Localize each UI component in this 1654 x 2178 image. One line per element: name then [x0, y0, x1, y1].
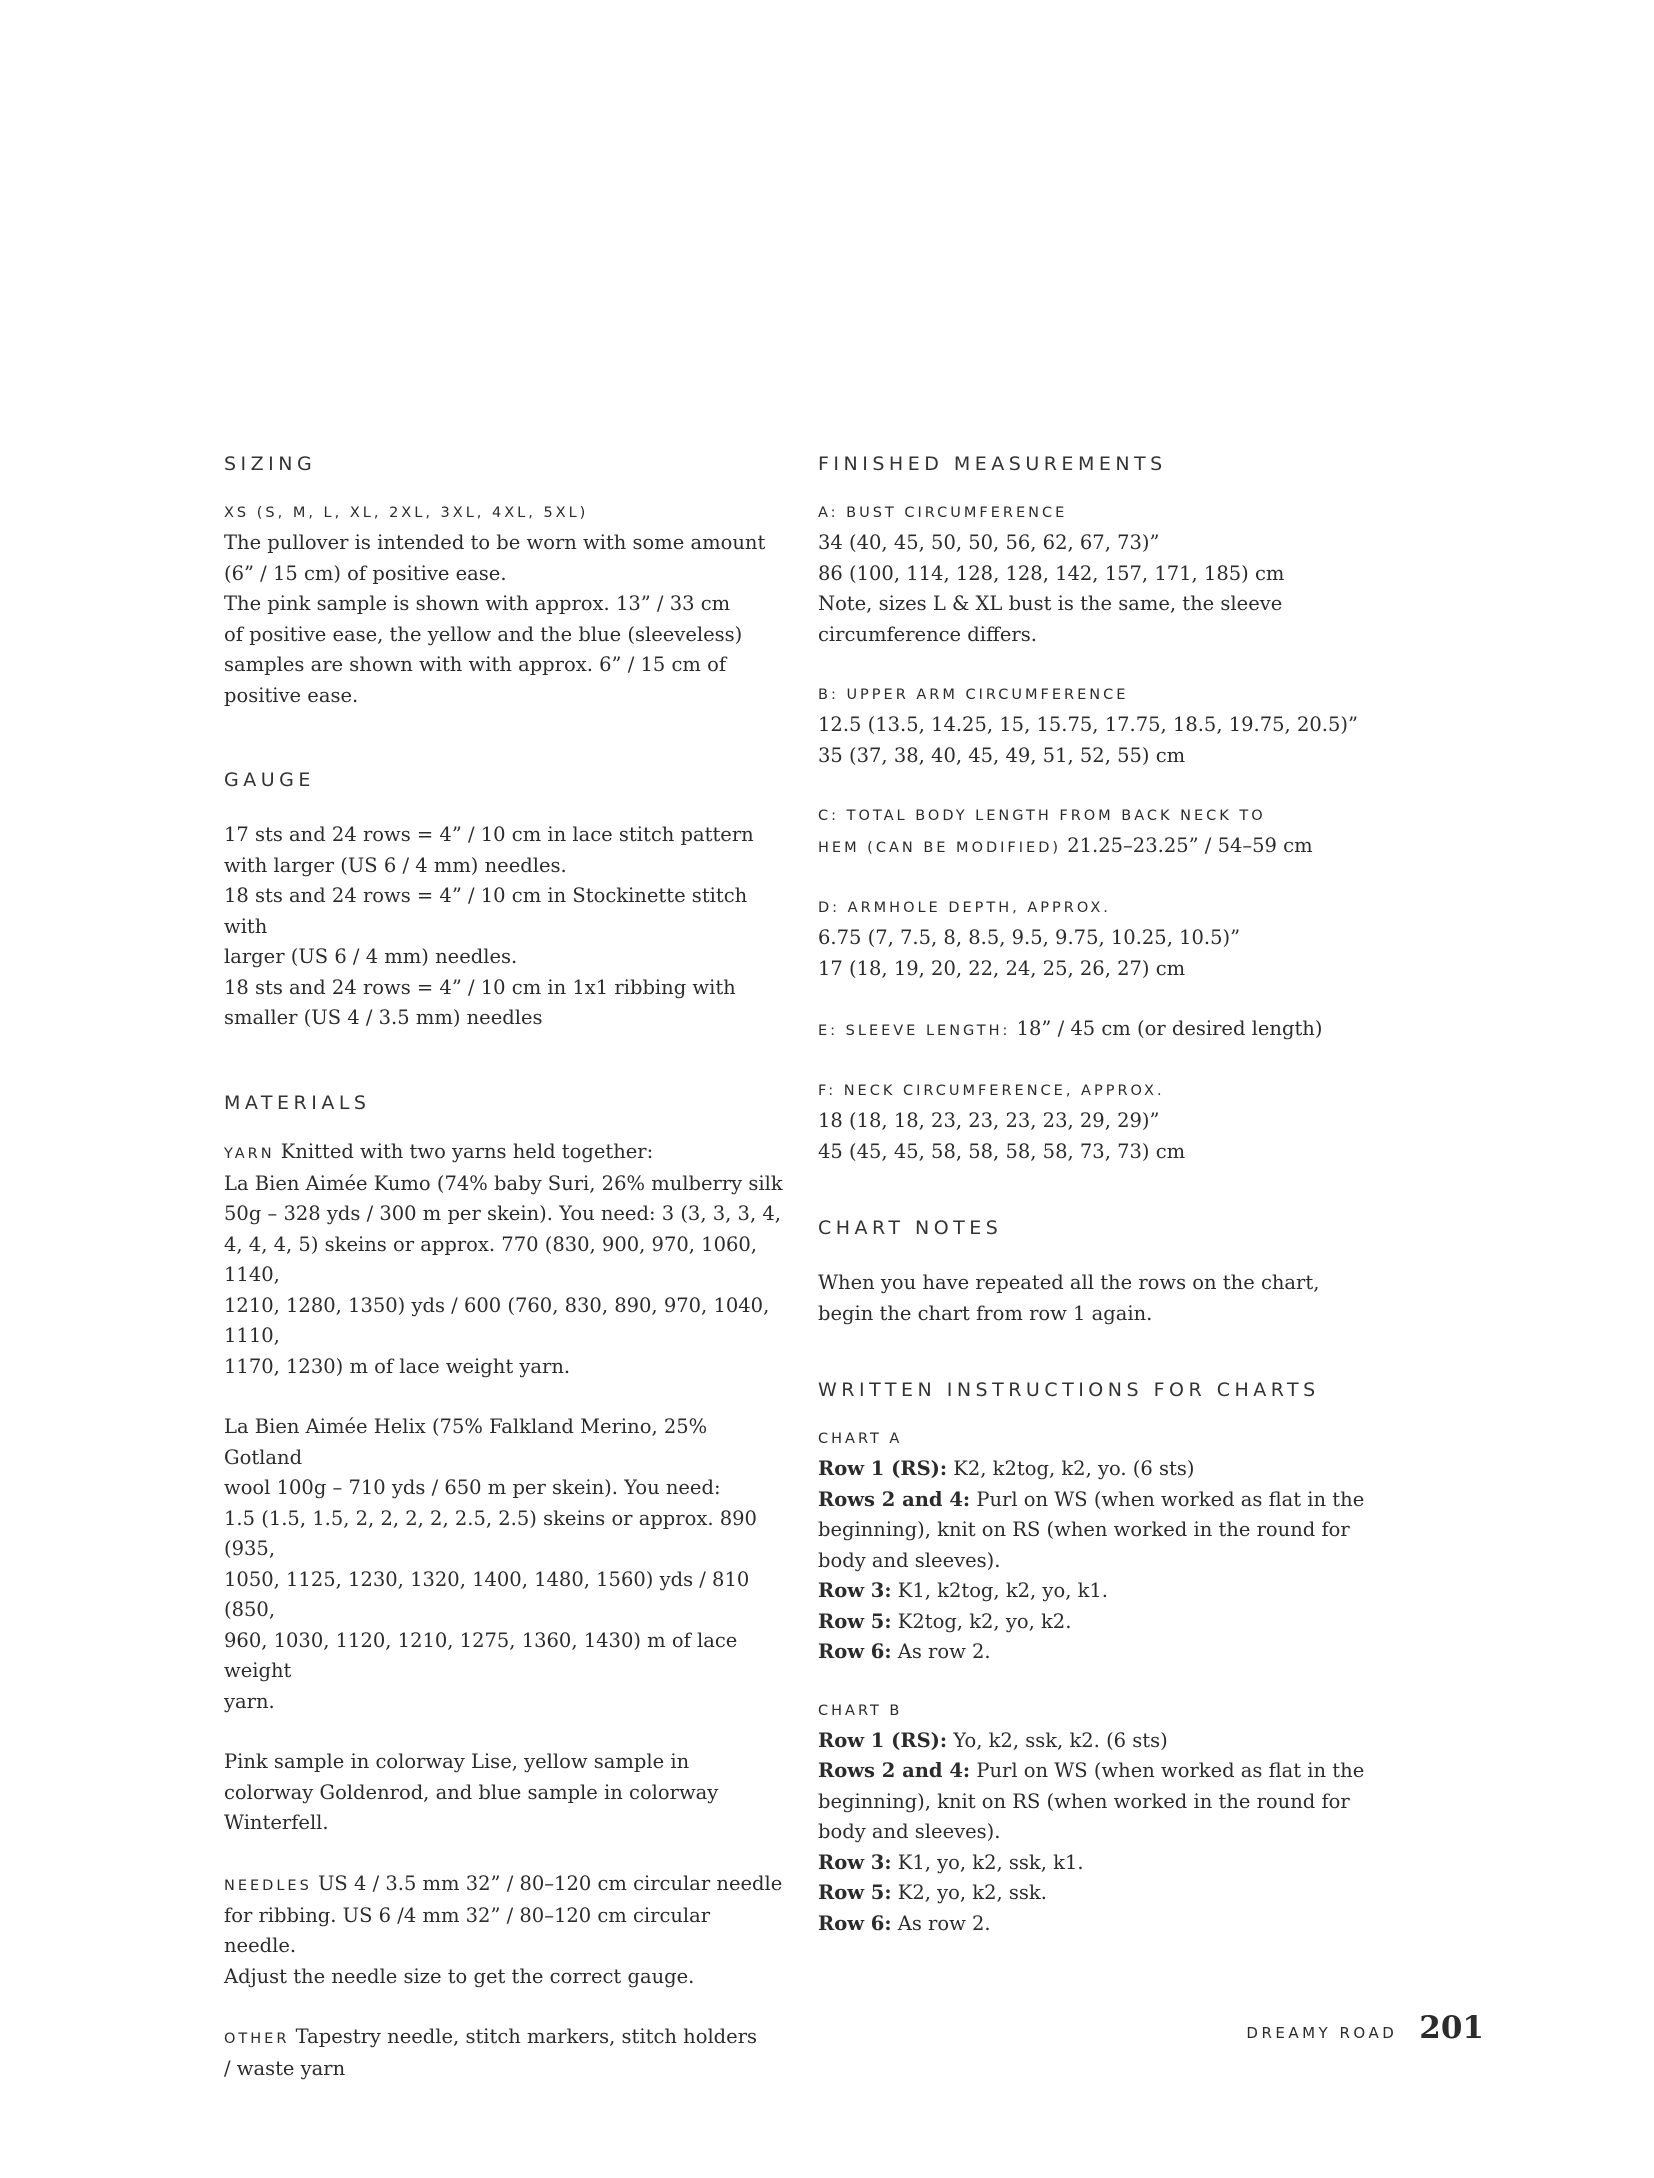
- page-footer: [1244, 2010, 1484, 2046]
- yarn-helix-line: 1.5 (1.5, 1.5, 2, 2, 2, 2, 2.5, 2.5) skeins or approx. 890 (935,: [224, 1506, 757, 1560]
- yarn-helix-line: yarn.: [224, 1689, 275, 1713]
- needles-first-line: [224, 1869, 784, 1901]
- armhole-label: D: ARMHOLE DEPTH, APPROX.: [818, 900, 1111, 916]
- chart-notes-line: begin the chart from row 1 again.: [818, 1301, 1153, 1325]
- chart-notes-line: When you have repeated all the rows on the chart,: [818, 1271, 1320, 1294]
- row-label: Row 6:: [818, 1640, 892, 1663]
- gauge-line: smaller (US 4 / 3.5 mm) needles: [224, 1006, 543, 1029]
- left-column: [224, 455, 784, 2145]
- chart-b-row: [818, 1756, 1388, 1787]
- neck-line: 45 (45, 45, 58, 58, 58, 58, 73, 73) cm: [818, 1139, 1186, 1163]
- yarn-helix-line: La Bien Aimée Helix (75% Falkland Merino, 25% Gotland: [224, 1415, 708, 1469]
- chart-a-row: [818, 1454, 1388, 1485]
- row-text: beginning), knit on RS (when worked in the round for: [818, 1518, 1350, 1541]
- sizes-list: XS (S, M, L, XL, 2XL, 3XL, 4XL, 5XL): [224, 505, 589, 521]
- neck-label: F: NECK CIRCUMFERENCE, APPROX.: [818, 1083, 1165, 1099]
- chart-notes-section: [818, 1219, 1388, 1329]
- colorway-block: [224, 1747, 784, 1839]
- upper-arm-line: 12.5 (13.5, 14.25, 15, 15.75, 17.75, 18.5, 19.75, 20.5)”: [818, 713, 1358, 736]
- sleeve-label: E: SLEEVE LENGTH:: [818, 1023, 1011, 1039]
- row-label: Row 3:: [818, 1850, 892, 1874]
- chart-a-row: [818, 1485, 1388, 1516]
- chart-a-row: [818, 1576, 1388, 1607]
- body-length-value: 21.25–23.25” / 54–59 cm: [1067, 834, 1313, 857]
- upper-arm-block: [818, 680, 1388, 771]
- chart-a-block: [818, 1424, 1388, 1668]
- yarn-intro: Knitted with two yarns held together:: [280, 1139, 654, 1163]
- upper-arm-label: B: UPPER ARM CIRCUMFERENCE: [818, 687, 1129, 703]
- right-column: [818, 455, 1388, 1999]
- row-text: K2, k2tog, k2, yo. (6 sts): [953, 1457, 1195, 1480]
- materials-heading: MATERIALS: [224, 1091, 371, 1114]
- row-text: K2tog, k2, yo, k2.: [897, 1609, 1072, 1633]
- other-label: OTHER: [224, 2031, 290, 2047]
- bust-line: circumference differs.: [818, 622, 1037, 646]
- chart-b-row: [818, 1909, 1388, 1940]
- written-instructions-section: [818, 1381, 1388, 1939]
- row-label: Row 1 (RS):: [818, 1728, 948, 1752]
- sizing-line: samples are shown with with approx. 6” / 15 cm of: [224, 653, 727, 676]
- row-text: K2, yo, k2, ssk.: [897, 1881, 1047, 1904]
- row-label: Row 5:: [818, 1881, 892, 1904]
- chart-b-row: [818, 1787, 1388, 1818]
- gauge-section: [224, 771, 784, 1034]
- body-length-line: [818, 831, 1388, 863]
- yarn-kumo-line: 1170, 1230) m of lace weight yarn.: [224, 1354, 571, 1378]
- chart-b-row: [818, 1878, 1388, 1909]
- row-text: body and sleeves).: [818, 1548, 1001, 1572]
- colorway-line: colorway Goldenrod, and blue sample in colorway: [224, 1780, 719, 1804]
- needles-line: Adjust the needle size to get the correct gauge.: [224, 1964, 695, 1988]
- bust-line: Note, sizes L & XL bust is the same, the sleeve: [818, 592, 1283, 615]
- finished-measurements-heading: FINISHED MEASUREMENTS: [818, 453, 1167, 475]
- upper-arm-line: 35 (37, 38, 40, 45, 49, 51, 52, 55) cm: [818, 743, 1186, 767]
- armhole-block: [818, 893, 1388, 984]
- sizing-heading: SIZING: [224, 453, 317, 475]
- sizing-line: (6” / 15 cm) of positive ease.: [224, 561, 507, 585]
- colorway-line: Pink sample in colorway Lise, yellow sample in: [224, 1750, 690, 1773]
- needles-block: [224, 1869, 784, 1993]
- row-text: K1, k2tog, k2, yo, k1.: [897, 1579, 1109, 1602]
- yarn-helix-block: [224, 1412, 784, 1717]
- bust-line: 34 (40, 45, 50, 50, 56, 62, 67, 73)”: [818, 531, 1160, 554]
- chart-a-row: [818, 1637, 1388, 1668]
- sizing-line: of positive ease, the yellow and the blue (sleeveless): [224, 622, 743, 646]
- needles-label: NEEDLES: [224, 1877, 312, 1894]
- row-text: beginning), knit on RS (when worked in the round for: [818, 1789, 1350, 1813]
- chart-b-label: CHART B: [818, 1702, 903, 1719]
- yarn-kumo-line: La Bien Aimée Kumo (74% baby Suri, 26% mulberry silk: [224, 1171, 783, 1195]
- gauge-heading: GAUGE: [224, 769, 315, 791]
- colorway-line: Winterfell.: [224, 1811, 329, 1834]
- row-label: Rows 2 and 4:: [818, 1487, 971, 1511]
- chart-a-row: [818, 1607, 1388, 1638]
- sleeve-value: 18” / 45 cm (or desired length): [1016, 1017, 1323, 1040]
- row-text: K1, yo, k2, ssk, k1.: [897, 1850, 1084, 1874]
- row-label: Row 5:: [818, 1609, 892, 1633]
- other-first: Tapestry needle, stitch markers, stitch holders: [295, 2025, 758, 2048]
- row-text: body and sleeves).: [818, 1820, 1001, 1843]
- yarn-intro-line: [224, 1137, 784, 1169]
- row-text: Yo, k2, ssk, k2. (6 sts): [953, 1728, 1168, 1752]
- row-text: Purl on WS (when worked as flat in the: [976, 1759, 1365, 1782]
- sizing-section: [224, 455, 784, 711]
- other-line: / waste yarn: [224, 2057, 346, 2080]
- chart-a-row: [818, 1546, 1388, 1577]
- chart-b-row: [818, 1817, 1388, 1848]
- neck-block: [818, 1076, 1388, 1167]
- sizing-line: positive ease.: [224, 683, 359, 707]
- yarn-helix-line: 960, 1030, 1120, 1210, 1275, 1360, 1430) m of lace weight: [224, 1628, 738, 1682]
- body-length-label-2: HEM (CAN BE MODIFIED): [818, 840, 1062, 856]
- written-instructions-heading: WRITTEN INSTRUCTIONS FOR CHARTS: [818, 1379, 1320, 1401]
- bust-label: A: BUST CIRCUMFERENCE: [818, 505, 1068, 521]
- yarn-kumo-line: 50g – 328 yds / 300 m per skein). You need: 3 (3, 3, 3, 4,: [224, 1202, 781, 1225]
- armhole-line: 6.75 (7, 7.5, 8, 8.5, 9.5, 9.75, 10.25, 10.5)”: [818, 926, 1241, 949]
- needles-first: US 4 / 3.5 mm 32” / 80–120 cm circular needle: [317, 1871, 783, 1895]
- materials-section: [224, 1091, 784, 2085]
- row-label: Row 6:: [818, 1911, 892, 1935]
- yarn-helix-line: wool 100g – 710 yds / 650 m per skein). You need:: [224, 1476, 721, 1499]
- chart-a-row: [818, 1515, 1388, 1546]
- armhole-line: 17 (18, 19, 20, 22, 24, 25, 26, 27) cm: [818, 956, 1186, 980]
- yarn-kumo-line: 1210, 1280, 1350) yds / 600 (760, 830, 890, 970, 1040, 1110,: [224, 1293, 770, 1347]
- gauge-line: 17 sts and 24 rows = 4” / 10 cm in lace stitch pattern: [224, 823, 754, 846]
- sizing-line: The pullover is intended to be worn with some amount: [224, 531, 766, 554]
- yarn-kumo-block: [224, 1137, 784, 1383]
- gauge-line: 18 sts and 24 rows = 4” / 10 cm in Stockinette stitch with: [224, 884, 748, 938]
- needles-line: for ribbing. US 6 /4 mm 32” / 80–120 cm circular needle.: [224, 1903, 711, 1957]
- body-length-block: [818, 801, 1388, 863]
- yarn-label: YARN: [224, 1145, 275, 1162]
- chart-b-row: [818, 1726, 1388, 1757]
- row-text: Purl on WS (when worked as flat in the: [976, 1487, 1365, 1511]
- yarn-kumo-line: 4, 4, 4, 5) skeins or approx. 770 (830, 900, 970, 1060, 1140,: [224, 1232, 757, 1286]
- row-text: As row 2.: [897, 1911, 991, 1935]
- row-label: Rows 2 and 4:: [818, 1759, 971, 1782]
- row-label: Row 3:: [818, 1579, 892, 1602]
- body-length-label: C: TOTAL BODY LENGTH FROM BACK NECK TO: [818, 808, 1266, 824]
- chart-b-block: [818, 1696, 1388, 1940]
- other-block: [224, 2022, 784, 2085]
- bust-line: 86 (100, 114, 128, 128, 142, 157, 171, 185) cm: [818, 561, 1285, 585]
- sleeve-block: [818, 1014, 1388, 1046]
- chart-notes-heading: CHART NOTES: [818, 1217, 1003, 1239]
- other-first-line: [224, 2022, 784, 2054]
- sleeve-line: [818, 1014, 1388, 1046]
- gauge-line: larger (US 6 / 4 mm) needles.: [224, 945, 518, 968]
- finished-measurements-section: [818, 455, 1388, 1167]
- yarn-helix-line: 1050, 1125, 1230, 1320, 1400, 1480, 1560) yds / 810 (850,: [224, 1567, 750, 1621]
- gauge-line: 18 sts and 24 rows = 4” / 10 cm in 1x1 ribbing with: [224, 975, 736, 999]
- sizing-line: The pink sample is shown with approx. 13” / 33 cm: [224, 592, 731, 615]
- page-number: 201: [1419, 2010, 1484, 2046]
- row-text: As row 2.: [897, 1640, 991, 1663]
- gauge-line: with larger (US 6 / 4 mm) needles.: [224, 853, 567, 877]
- bust-block: [818, 498, 1388, 650]
- chart-b-row: [818, 1848, 1388, 1879]
- row-label: Row 1 (RS):: [818, 1457, 948, 1480]
- neck-line: 18 (18, 18, 23, 23, 23, 23, 29, 29)”: [818, 1109, 1160, 1132]
- chart-a-label: CHART A: [818, 1431, 903, 1447]
- running-title: DREAMY ROAD: [1246, 2024, 1398, 2042]
